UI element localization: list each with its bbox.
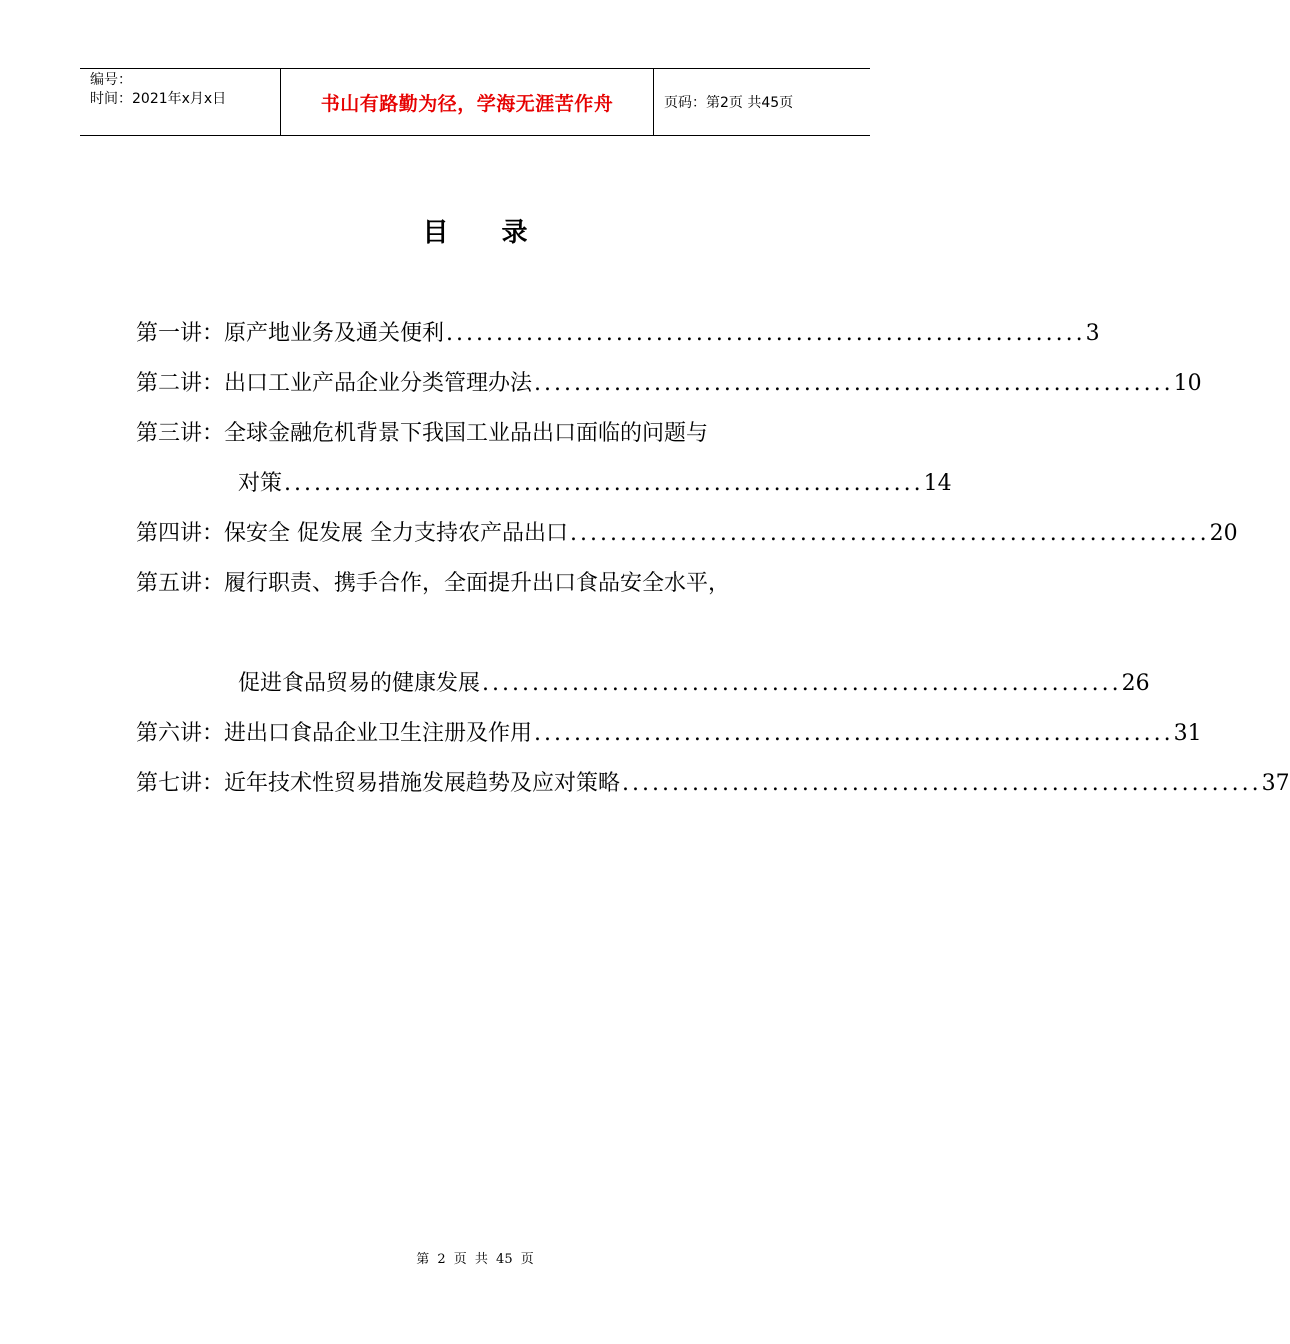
page-footer: 第 2 页 共 45 页 (416, 1252, 534, 1267)
toc-entry-1[interactable] (136, 314, 1100, 354)
toc-text: 近年技术性贸易措施发展趋势及应对策略 (224, 771, 621, 796)
toc-label: 第六讲： (136, 721, 225, 746)
header-meta (80, 69, 281, 135)
toc-entry-4[interactable] (136, 514, 1238, 554)
toc-label: 第一讲： (136, 321, 225, 346)
toc-leader: ................................................................ (534, 371, 1174, 396)
toc-label: 第三讲： (136, 421, 225, 446)
toc-page: 10 (1173, 371, 1202, 396)
toc-page: 31 (1173, 721, 1202, 746)
toc-entry-5-cont[interactable] (238, 664, 1150, 704)
toc-text: 原产地业务及通关便利 (224, 321, 445, 346)
toc-text: 出口工业产品企业分类管理办法 (224, 371, 533, 396)
toc-text: 对策 (238, 471, 283, 496)
toc-entry-5[interactable] (136, 564, 816, 604)
toc-entry-7[interactable] (136, 764, 1290, 804)
page-title: 目 录 (422, 218, 550, 248)
toc-page: 37 (1261, 771, 1290, 796)
header-page-info: 页码：第2页 共45页 (664, 95, 794, 111)
toc-label: 第二讲： (136, 371, 225, 396)
toc-label: 第四讲： (136, 521, 225, 546)
toc-page: 26 (1121, 671, 1150, 696)
toc-entry-3[interactable] (136, 414, 816, 454)
toc-leader: ................................................................ (482, 671, 1122, 696)
toc-entry-6[interactable] (136, 714, 1202, 754)
toc-text: 履行职责、携手合作，全面提升出口食品安全水平， (224, 571, 731, 596)
toc-leader: ................................................................ (622, 771, 1262, 796)
toc-label: 第七讲： (136, 771, 225, 796)
toc-entry-3-cont[interactable] (238, 464, 952, 504)
header-motto: 书山有路勤为径，学海无涯苦作舟 (281, 69, 654, 135)
time-label: 时间：2021年x月x日 (90, 91, 227, 107)
toc-page: 14 (923, 471, 952, 496)
toc-page: 3 (1085, 321, 1100, 346)
toc-entry-2[interactable] (136, 364, 1202, 404)
toc-page: 20 (1209, 521, 1238, 546)
toc-label: 第五讲： (136, 571, 225, 596)
toc-leader: ................................................................ (284, 471, 924, 496)
toc-text: 进出口食品企业卫生注册及作用 (224, 721, 533, 746)
toc-text: 保安全 促发展 全力支持农产品出口 (224, 521, 569, 546)
toc-leader: ................................................................ (446, 321, 1086, 346)
toc-text: 促进食品贸易的健康发展 (238, 671, 481, 696)
number-label: 编号： (90, 72, 132, 88)
toc-leader: ................................................................ (534, 721, 1174, 746)
toc-leader: ................................................................ (570, 521, 1210, 546)
toc-text: 全球金融危机背景下我国工业品出口面临的问题与 (224, 421, 709, 446)
document-header (80, 68, 870, 136)
